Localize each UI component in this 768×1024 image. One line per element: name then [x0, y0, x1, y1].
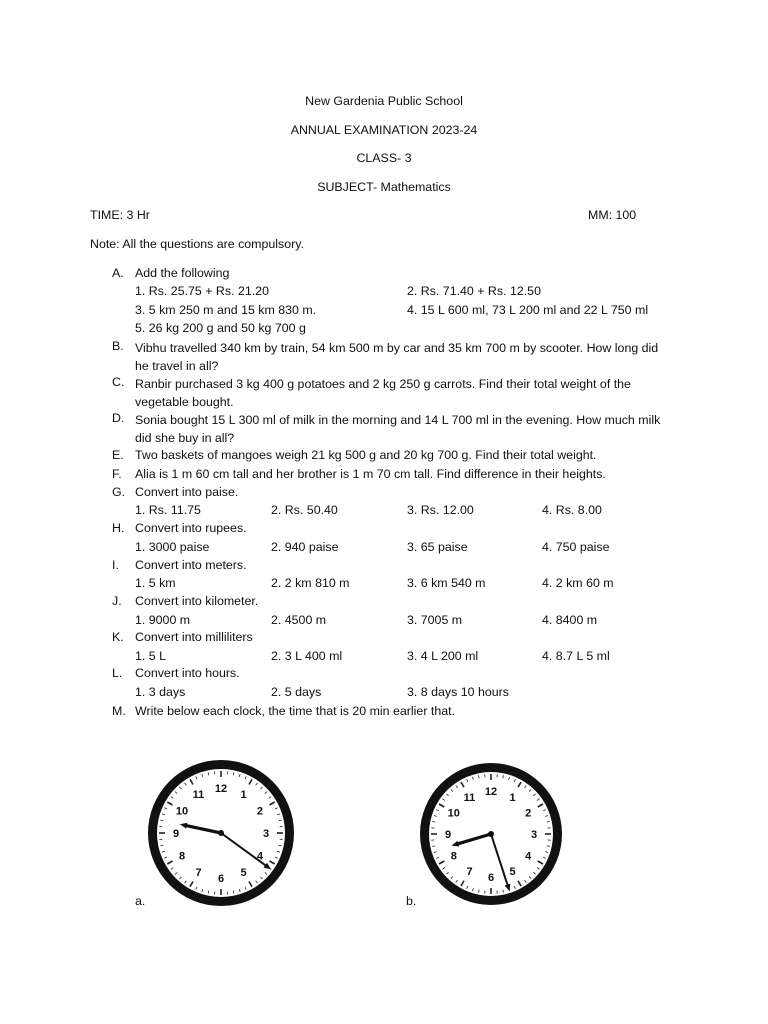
question-k-item-3: 3. 4 L 200 ml	[407, 649, 479, 663]
clock-numeral: 4	[525, 850, 532, 863]
question-m-text: Write below each clock, the time that is 20 min earlier that.	[135, 704, 456, 718]
question-h-item-2: 2. 940 paise	[271, 540, 339, 554]
clock-numeral: 5	[240, 866, 247, 879]
question-a-item-3: 3. 5 km 250 m and 15 km 830 m.	[135, 303, 317, 317]
clock-numeral: 1	[240, 789, 247, 802]
question-letter-k: K.	[112, 630, 124, 644]
question-letter-e: E.	[112, 448, 124, 462]
time-label: TIME: 3 Hr	[90, 208, 150, 222]
question-a-item-4: 4. 15 L 600 ml, 73 L 200 ml and 22 L 750 ml	[407, 303, 649, 317]
question-l-text: Convert into hours.	[135, 666, 240, 680]
clock-center-pin	[218, 830, 224, 836]
question-letter-j: J.	[112, 594, 122, 608]
question-i-item-4: 4. 2 km 60 m	[542, 576, 614, 590]
question-k-item-4: 4. 8.7 L 5 ml	[542, 649, 610, 663]
question-i-item-3: 3. 6 km 540 m	[407, 576, 486, 590]
clock-center-pin	[488, 831, 494, 837]
clock-numeral: 2	[525, 807, 532, 820]
school-name: New Gardenia Public School	[305, 94, 463, 108]
question-k-item-2: 2. 3 L 400 ml	[271, 649, 343, 663]
question-g-item-3: 3. Rs. 12.00	[407, 503, 474, 517]
clock-numeral: 7	[466, 866, 473, 879]
note-text: Note: All the questions are compulsory.	[90, 237, 304, 251]
question-a-item-5: 5. 26 kg 200 g and 50 kg 700 g	[135, 321, 306, 335]
clock-numeral: 12	[484, 786, 498, 798]
question-letter-f: F.	[112, 467, 122, 481]
clock-numeral: 1	[509, 791, 516, 804]
max-marks-label: MM: 100	[588, 208, 637, 222]
question-h-item-1: 1. 3000 paise	[135, 540, 210, 554]
question-k-text: Convert into milliliters	[135, 630, 253, 644]
clock-numeral: 8	[450, 850, 457, 863]
question-i-item-1: 1. 5 km	[135, 576, 176, 590]
question-letter-l: L.	[112, 666, 123, 680]
clock-numeral: 6	[217, 873, 225, 885]
clock-numeral: 9	[444, 829, 452, 841]
clock-numeral: 6	[487, 872, 495, 884]
question-e-text: Two baskets of mangoes weigh 21 kg 500 g and 20 kg 700 g. Find their total weight.	[135, 448, 597, 462]
clock-numeral: 10	[175, 805, 189, 818]
question-letter-m: M.	[112, 704, 126, 718]
question-j-item-2: 2. 4500 m	[271, 613, 327, 627]
question-l-item-2: 2. 5 days	[271, 685, 322, 699]
clock-numeral: 3	[530, 829, 538, 841]
clock-a	[146, 758, 296, 908]
question-j-item-3: 3. 7005 m	[407, 613, 463, 627]
question-l-item-1: 1. 3 days	[135, 685, 186, 699]
question-k-item-1: 1. 5 L	[135, 649, 167, 663]
question-d-text: Sonia bought 15 L 300 ml of milk in the morning and 14 L 700 ml in the evening. How much milk did she buy in all?	[135, 413, 661, 445]
question-f-text: Alia is 1 m 60 cm tall and her brother is 1 m 70 cm tall. Find difference in their heights.	[135, 467, 606, 481]
clock-numeral: 3	[262, 828, 270, 840]
clock-numeral: 4	[256, 850, 264, 863]
question-letter-g: G.	[112, 485, 126, 499]
question-h-item-4: 4. 750 paise	[542, 540, 610, 554]
question-letter-d: D.	[112, 411, 125, 425]
subject-label: SUBJECT- Mathematics	[317, 180, 451, 194]
clock-numeral: 12	[214, 783, 228, 795]
question-c-text: Ranbir purchased 3 kg 400 g potatoes and 2 kg 250 g carrots. Find their total weight of the vegetable bought.	[135, 377, 631, 409]
question-l-item-3: 3. 8 days 10 hours	[407, 685, 509, 699]
question-g-item-4: 4. Rs. 8.00	[542, 503, 602, 517]
question-i-item-2: 2. 2 km 810 m	[271, 576, 350, 590]
question-a-item-1: 1. Rs. 25.75 + Rs. 21.20	[135, 284, 269, 298]
clock-a-label: a.	[135, 894, 146, 908]
clock-numeral: 10	[447, 807, 460, 820]
clock-numeral: 7	[195, 866, 202, 879]
question-j-item-4: 4. 8400 m	[542, 613, 598, 627]
question-h-text: Convert into rupees.	[135, 521, 247, 535]
class-label: CLASS- 3	[356, 151, 412, 165]
clock-numeral: 11	[463, 791, 476, 804]
question-letter-a: A.	[112, 266, 124, 280]
question-g-item-1: 1. Rs. 11.75	[135, 503, 201, 517]
question-letter-c: C.	[112, 375, 125, 389]
question-a-item-2: 2. Rs. 71.40 + Rs. 12.50	[407, 284, 541, 298]
question-a-text: Add the following	[135, 266, 230, 280]
exam-title: ANNUAL EXAMINATION 2023-24	[290, 123, 478, 137]
question-b-text: Vibhu travelled 340 km by train, 54 km 500 m by car and 35 km 700 m by scooter. How long did he travel in all?	[135, 341, 659, 373]
question-letter-i: I.	[112, 558, 119, 572]
question-g-text: Convert into paise.	[135, 485, 239, 499]
clock-b-label: b.	[406, 894, 417, 908]
question-letter-h: H.	[112, 521, 125, 535]
question-i-text: Convert into meters.	[135, 558, 247, 572]
clock-numeral: 8	[178, 850, 186, 863]
clock-numeral: 2	[256, 805, 264, 818]
question-h-item-3: 3. 65 paise	[407, 540, 468, 554]
question-g-item-2: 2. Rs. 50.40	[271, 503, 338, 517]
clock-b	[418, 761, 564, 907]
clock-numeral: 5	[509, 866, 516, 879]
question-letter-b: B.	[112, 339, 124, 353]
question-j-item-1: 1. 9000 m	[135, 613, 191, 627]
clock-numeral: 9	[172, 828, 180, 840]
question-j-text: Convert into kilometer.	[135, 594, 259, 608]
clock-numeral: 11	[192, 789, 205, 802]
